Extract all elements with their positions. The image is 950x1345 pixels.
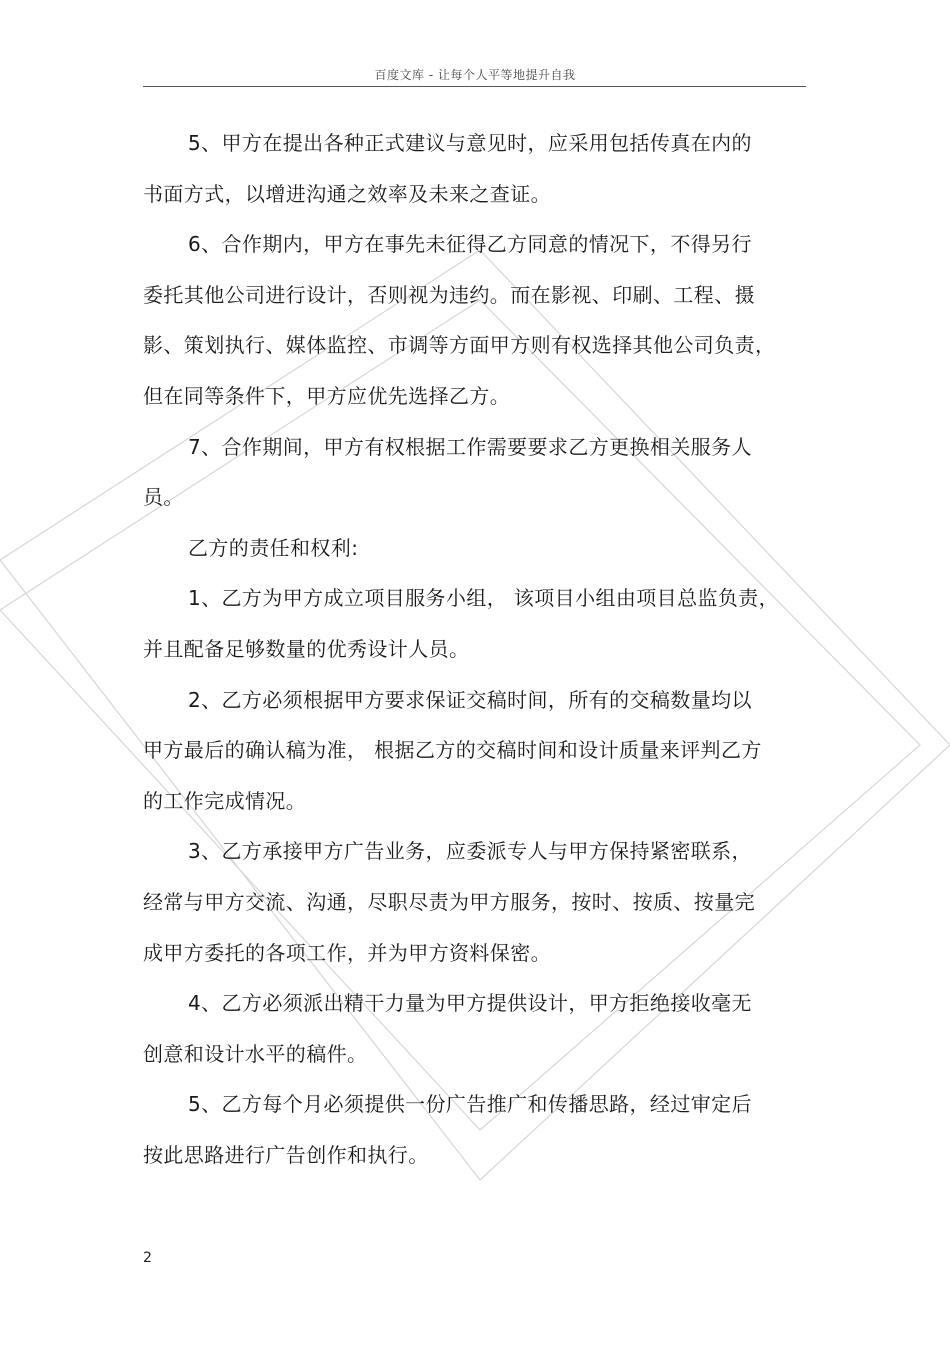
paragraph-line: 6、合作期内，甲方在事先未征得乙方同意的情况下，不得另行 — [188, 232, 752, 257]
paragraph-line: 2、乙方必须根据甲方要求保证交稿时间，所有的交稿数量均以 — [188, 687, 752, 712]
paragraph-line: 但在同等条件下，甲方应优先选择乙方。 — [143, 383, 511, 408]
page-header-title: 百度文库 - 让每个人平等地提升自我 — [374, 68, 576, 82]
paragraph-line: 委托其他公司进行设计，否则视为违约。而在影视、印刷、工程、摄 — [143, 282, 755, 307]
paragraph-line: 5、甲方在提出各种正式建议与意见时，应采用包括传真在内的 — [188, 131, 752, 155]
paragraph-line: 经常与甲方交流、沟通，尽职尽责为甲方服务，按时、按质、按量完 — [143, 889, 755, 914]
paragraph-line: 的工作完成情况。 — [143, 788, 307, 813]
paragraph-line: 甲方最后的确认稿为准， 根据乙方的交稿时间和设计质量来评判乙方 — [143, 738, 762, 763]
paragraph-line: 书面方式，以增进沟通之效率及未来之查证。 — [143, 181, 551, 206]
header-divider — [143, 86, 806, 87]
paragraph-line: 并且配备足够数量的优秀设计人员。 — [143, 636, 470, 661]
paragraph-line: 乙方的责任和权利: — [188, 535, 359, 560]
page-number: 2 — [143, 1250, 152, 1266]
paragraph-line: 按此思路进行广告创作和执行。 — [143, 1142, 429, 1167]
paragraph-line: 创意和设计水平的稿件。 — [143, 1041, 368, 1066]
paragraph-line: 1、乙方为甲方成立项目服务小组， 该项目小组由项目总监负责， — [188, 586, 780, 611]
paragraph-line: 成甲方委托的各项工作，并为甲方资料保密。 — [143, 940, 551, 965]
paragraph-line: 5、乙方每个月必须提供一份广告推广和传播思路，经过审定后 — [188, 1092, 752, 1117]
document-body — [143, 118, 783, 1180]
paragraph-line: 影、策划执行、媒体监控、市调等方面甲方则有权选择其他公司负责， — [143, 333, 776, 358]
paragraph-line: 员。 — [143, 485, 184, 510]
paragraph-line: 7、合作期间，甲方有权根据工作需要要求乙方更换相关服务人 — [188, 434, 752, 459]
paragraph-line: 4、乙方必须派出精干力量为甲方提供设计，甲方拒绝接收毫无 — [188, 991, 752, 1016]
paragraph-line: 3、乙方承接甲方广告业务，应委派专人与甲方保持紧密联系， — [188, 839, 752, 864]
